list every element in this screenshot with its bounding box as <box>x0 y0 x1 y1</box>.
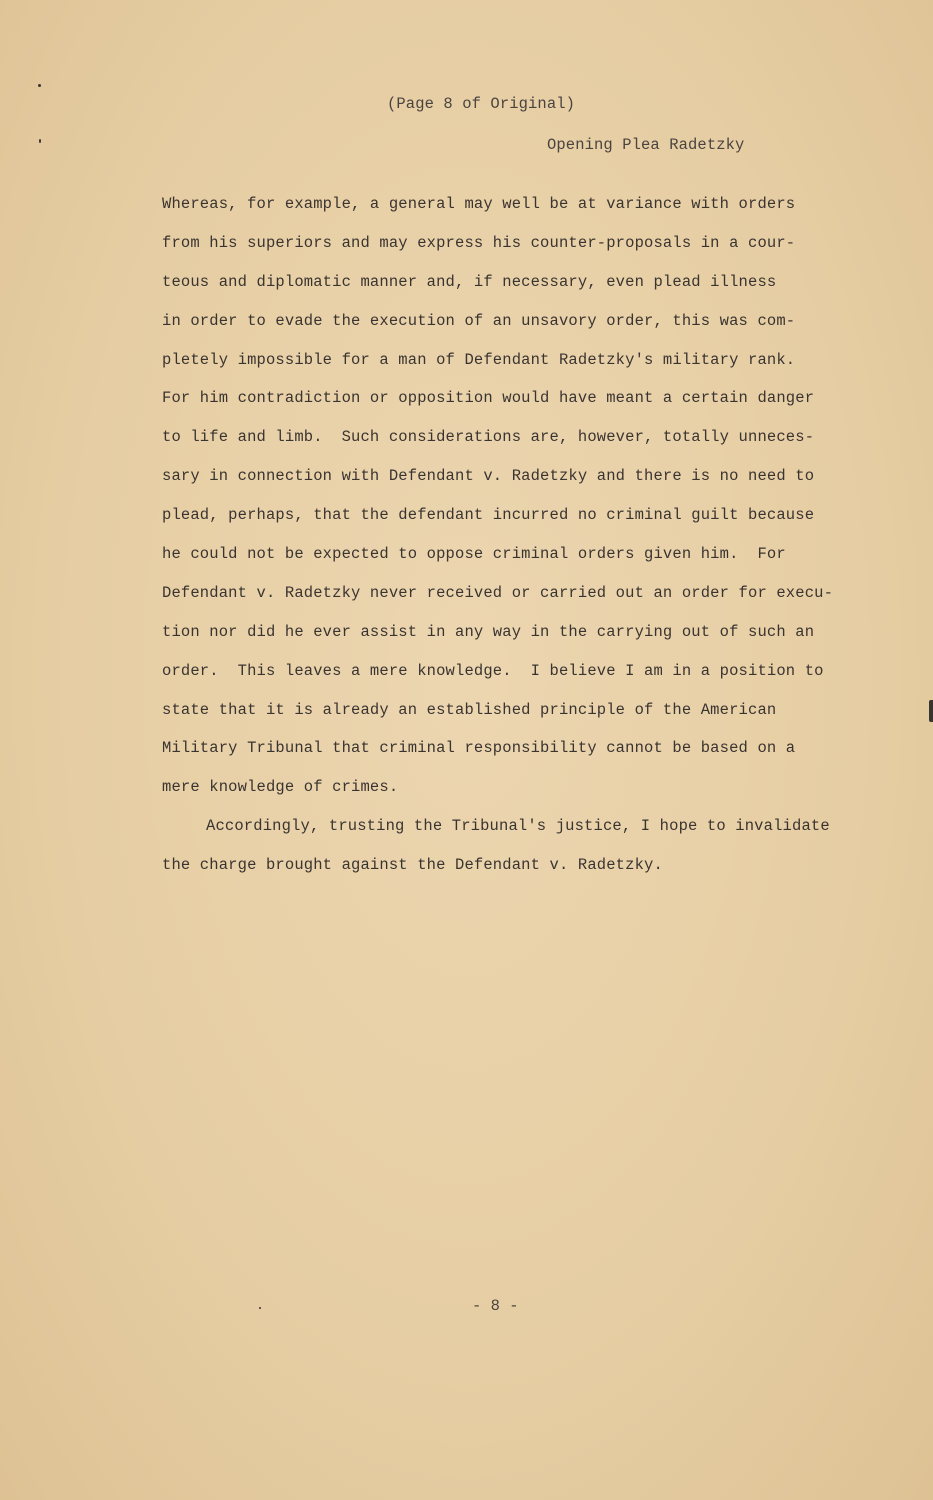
paragraph-1 <box>162 190 862 812</box>
text-line: mere knowledge of crimes. <box>162 778 399 797</box>
text-line: he could not be expected to oppose criminal orders given him. For <box>162 545 786 564</box>
original-page-reference: (Page 8 of Original) <box>387 95 576 113</box>
text-line: to life and limb. Such considerations are, however, totally unneces- <box>162 428 815 447</box>
page-number: - 8 - <box>472 1297 519 1315</box>
paper-speck <box>259 1307 261 1309</box>
text-line: Whereas, for example, a general may well be at variance with orders <box>162 195 796 213</box>
text-line: plead, perhaps, that the defendant incurred no criminal guilt because <box>162 506 815 525</box>
text-line: Accordingly, trusting the Tribunal's justice, I hope to invalidate <box>206 817 830 836</box>
text-line: Military Tribunal that criminal responsibility cannot be based on a <box>162 739 796 758</box>
document-title: Opening Plea Radetzky <box>547 136 745 154</box>
paragraph-2 <box>162 812 862 890</box>
text-line: teous and diplomatic manner and, if necessary, even plead illness <box>162 272 777 291</box>
text-line: in order to evade the execution of an unsavory order, this was com- <box>162 311 796 330</box>
text-line: pletely impossible for a man of Defendant Radetzky's military rank. <box>162 350 796 369</box>
text-line: from his superiors and may express his counter-proposals in a cour- <box>162 233 796 252</box>
text-line: state that it is already an established principle of the American <box>162 700 777 719</box>
paper-speck <box>39 139 41 143</box>
text-line: For him contradiction or opposition would have meant a certain danger <box>162 389 815 408</box>
text-line: Defendant v. Radetzky never received or carried out an order for execu- <box>162 583 834 602</box>
text-line: tion nor did he ever assist in any way in the carrying out of such an <box>162 622 815 641</box>
edge-mark <box>929 700 933 722</box>
paper-speck <box>38 84 41 87</box>
text-line: order. This leaves a mere knowledge. I believe I am in a position to <box>162 661 824 680</box>
text-line: the charge brought against the Defendant v. Radetzky. <box>162 856 663 875</box>
text-line: sary in connection with Defendant v. Radetzky and there is no need to <box>162 467 815 486</box>
body-text <box>162 190 862 890</box>
